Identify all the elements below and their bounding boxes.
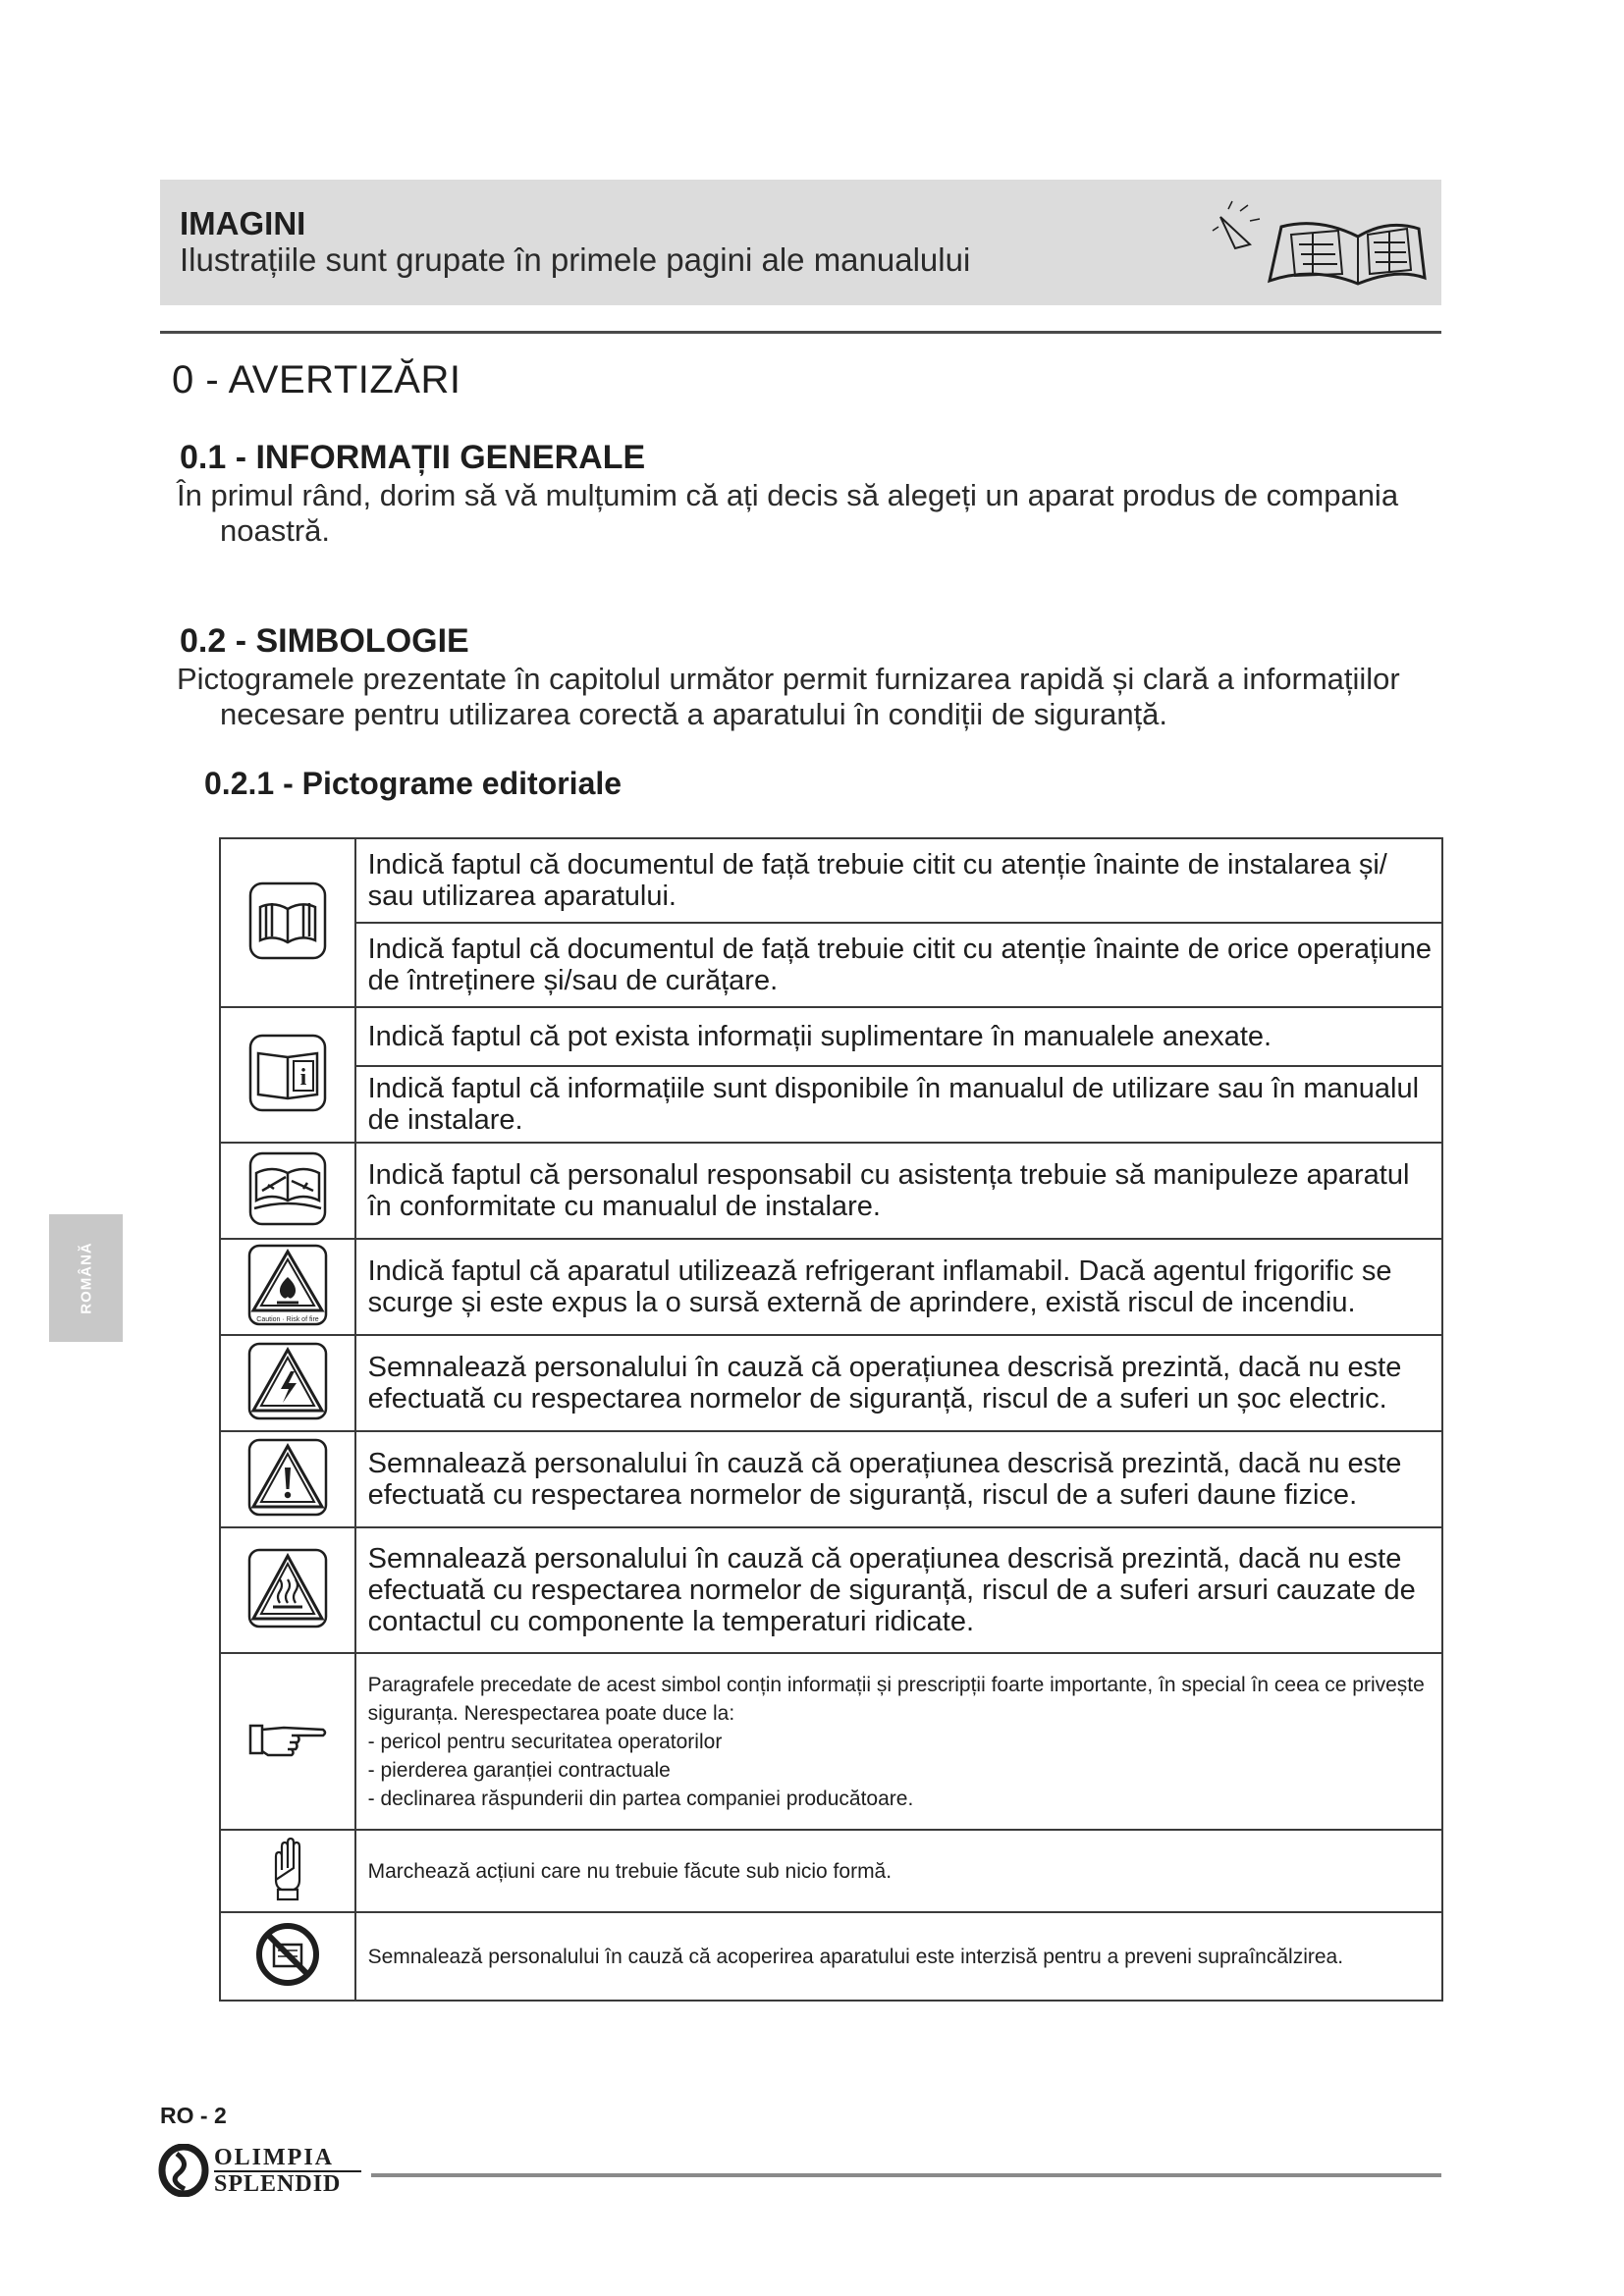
pictogram-text-line: Semnalează personalului în cauză că operațiunea descrisă prezintă, dacă nu este xyxy=(367,1543,1402,1575)
pictogram-text-line: în conformitate cu manualul de instalare. xyxy=(367,1191,881,1222)
pictogram-description xyxy=(355,1335,1442,1431)
brand-logo xyxy=(157,2142,363,2201)
table-row xyxy=(220,838,1442,923)
pictogram-description xyxy=(355,1143,1442,1239)
language-label: ROMÂNĂ xyxy=(78,1242,94,1314)
pictogram-table xyxy=(219,837,1443,2002)
flammable-warning-icon xyxy=(247,1244,328,1326)
read-manual-icon xyxy=(248,881,327,960)
pictogram-description xyxy=(355,1527,1442,1653)
table-row xyxy=(220,1527,1442,1653)
read-manual-icon-cell xyxy=(220,838,355,1007)
pointing-hand-icon xyxy=(248,1720,327,1759)
pictogram-text-line: Semnalează personalului în cauză că acoperirea aparatului este interzisă pentru a preveni supraîncălzirea. xyxy=(367,1945,1344,1968)
images-banner xyxy=(160,180,1441,305)
pictogram-text-line: sau utilizarea aparatului. xyxy=(367,881,677,912)
table-row xyxy=(220,1239,1442,1335)
pictogram-text-line: de instalare. xyxy=(367,1104,523,1136)
general-danger-warning-icon xyxy=(247,1438,328,1517)
section-title-general-info: 0.1 - INFORMAȚII GENERALE xyxy=(180,439,646,476)
general-info-paragraph xyxy=(177,478,1398,549)
list-item: - pierderea garanției contractuale xyxy=(368,1756,1432,1785)
pictogram-description xyxy=(355,923,1442,1007)
brand-logo-line1: OLIMPIA xyxy=(214,2145,334,2170)
table-row xyxy=(220,1830,1442,1912)
flammable-warning-icon-cell xyxy=(220,1239,355,1335)
table-row xyxy=(220,923,1442,1007)
pictogram-description xyxy=(355,1912,1442,2001)
stop-hand-icon-cell xyxy=(220,1830,355,1912)
open-manual-icon xyxy=(1211,197,1427,291)
table-row xyxy=(220,1066,1442,1143)
pictogram-description xyxy=(355,1653,1442,1830)
stop-hand-icon xyxy=(268,1837,307,1901)
table-row xyxy=(220,1912,1442,2001)
pictogram-description xyxy=(355,1007,1442,1066)
symbology-line1: Pictogramele prezentate în capitolul următor permit furnizarea rapidă și clară a informațiilor xyxy=(177,662,1400,696)
pictogram-text-line: Semnalează personalului în cauză că operațiunea descrisă prezintă, dacă nu este xyxy=(367,1352,1402,1383)
info-manual-icon xyxy=(248,1034,327,1112)
table-row xyxy=(220,1007,1442,1066)
banner-title: IMAGINI xyxy=(180,205,306,241)
section-title-warnings: 0 - AVERTIZĂRI xyxy=(172,358,461,401)
pictogram-text-line: scurge și este expus la o sursă externă de aprindere, există riscul de incendiu. xyxy=(367,1287,1356,1318)
section-title-symbology: 0.2 - SIMBOLOGIE xyxy=(180,622,469,660)
pictogram-text-line: de întreținere și/sau de curățare. xyxy=(367,965,779,996)
do-not-cover-icon xyxy=(254,1921,321,1988)
pictogram-text-line: Paragrafele precedate de acest simbol conțin informații și prescripții foarte importante, în special în ceea ce privește xyxy=(367,1673,1425,1696)
general-info-line2: noastră. xyxy=(220,513,331,548)
pointing-hand-icon-cell xyxy=(220,1653,355,1830)
pictogram-description xyxy=(355,838,1442,923)
table-row xyxy=(220,1431,1442,1527)
pictogram-text-line: Semnalează personalului în cauză că operațiunea descrisă prezintă, dacă nu este xyxy=(367,1448,1402,1479)
banner-subtitle: Ilustrațiile sunt grupate în primele pagini ale manualului xyxy=(180,241,971,278)
table-row xyxy=(220,1143,1442,1239)
pictogram-text-line: Indică faptul că documentul de față trebuie citit cu atenție înainte de instalarea și/ xyxy=(367,849,1387,881)
pictogram-text-line: Indică faptul că informațiile sunt disponibile în manualul de utilizare sau în manualul xyxy=(367,1073,1420,1104)
pictogram-description xyxy=(355,1830,1442,1912)
pictogram-text-line: siguranța. Nerespectarea poate duce la: xyxy=(367,1701,735,1725)
general-info-line1: În primul rând, dorim să vă mulțumim că ați decis să alegeți un aparat produs de compania xyxy=(177,478,1399,512)
footer-divider xyxy=(371,2173,1441,2177)
service-manual-icon-cell xyxy=(220,1143,355,1239)
do-not-cover-icon-cell xyxy=(220,1912,355,2001)
brand-logo-icon xyxy=(157,2144,210,2197)
info-manual-icon-cell xyxy=(220,1007,355,1143)
pictogram-text-line: Indică faptul că aparatul utilizează refrigerant inflamabil. Dacă agentul frigorific se xyxy=(367,1255,1392,1287)
pictogram-text-line: Indică faptul că documentul de față trebuie citit cu atenție înainte de orice operațiune xyxy=(367,934,1432,965)
general-danger-warning-icon-cell xyxy=(220,1431,355,1527)
electric-shock-warning-icon xyxy=(247,1342,328,1420)
pictogram-text-line: efectuată cu respectarea normelor de siguranță, riscul de a suferi arsuri cauzate de xyxy=(367,1575,1416,1606)
pictogram-text-line: Marchează acțiuni care nu trebuie făcute sub nicio formă. xyxy=(367,1859,893,1883)
pictogram-description xyxy=(355,1239,1442,1335)
table-row xyxy=(220,1335,1442,1431)
table-row xyxy=(220,1653,1442,1830)
pictogram-description xyxy=(355,1431,1442,1527)
pictogram-description xyxy=(355,1066,1442,1143)
electric-shock-warning-icon-cell xyxy=(220,1335,355,1431)
pictogram-text-line: contactul cu componente la temperaturi ridicate. xyxy=(367,1606,975,1637)
language-side-tab xyxy=(49,1214,123,1342)
consequences-list xyxy=(368,1728,1432,1813)
page-number: RO - 2 xyxy=(160,2103,227,2128)
pictogram-text-line: efectuată cu respectarea normelor de siguranță, riscul de a suferi un șoc electric. xyxy=(367,1383,1387,1415)
service-manual-icon xyxy=(248,1151,327,1226)
pictogram-text-line: Indică faptul că pot exista informații suplimentare în manualele anexate. xyxy=(367,1021,1272,1052)
hot-surface-warning-icon xyxy=(247,1548,328,1629)
svg-text:i: i xyxy=(299,1064,307,1091)
list-item: - pericol pentru securitatea operatorilor xyxy=(368,1728,1432,1756)
flammable-icon-caption: Caution · Risk of fire xyxy=(256,1315,319,1323)
list-item: - declinarea răspunderii din partea companiei producătoare. xyxy=(368,1785,1432,1813)
hot-surface-warning-icon-cell xyxy=(220,1527,355,1653)
pictogram-text-line: efectuată cu respectarea normelor de siguranță, riscul de a suferi daune fizice. xyxy=(367,1479,1358,1511)
section-title-editorial-pictograms: 0.2.1 - Pictograme editoriale xyxy=(204,766,623,801)
brand-logo-line2: SPLENDID xyxy=(214,2171,342,2197)
pictogram-text-line: Indică faptul că personalul responsabil cu asistența trebuie să manipuleze aparatul xyxy=(367,1159,1410,1191)
header-divider xyxy=(160,331,1441,334)
symbology-line2: necesare pentru utilizarea corectă a aparatului în condiții de siguranță. xyxy=(220,697,1168,731)
symbology-paragraph xyxy=(177,662,1400,732)
